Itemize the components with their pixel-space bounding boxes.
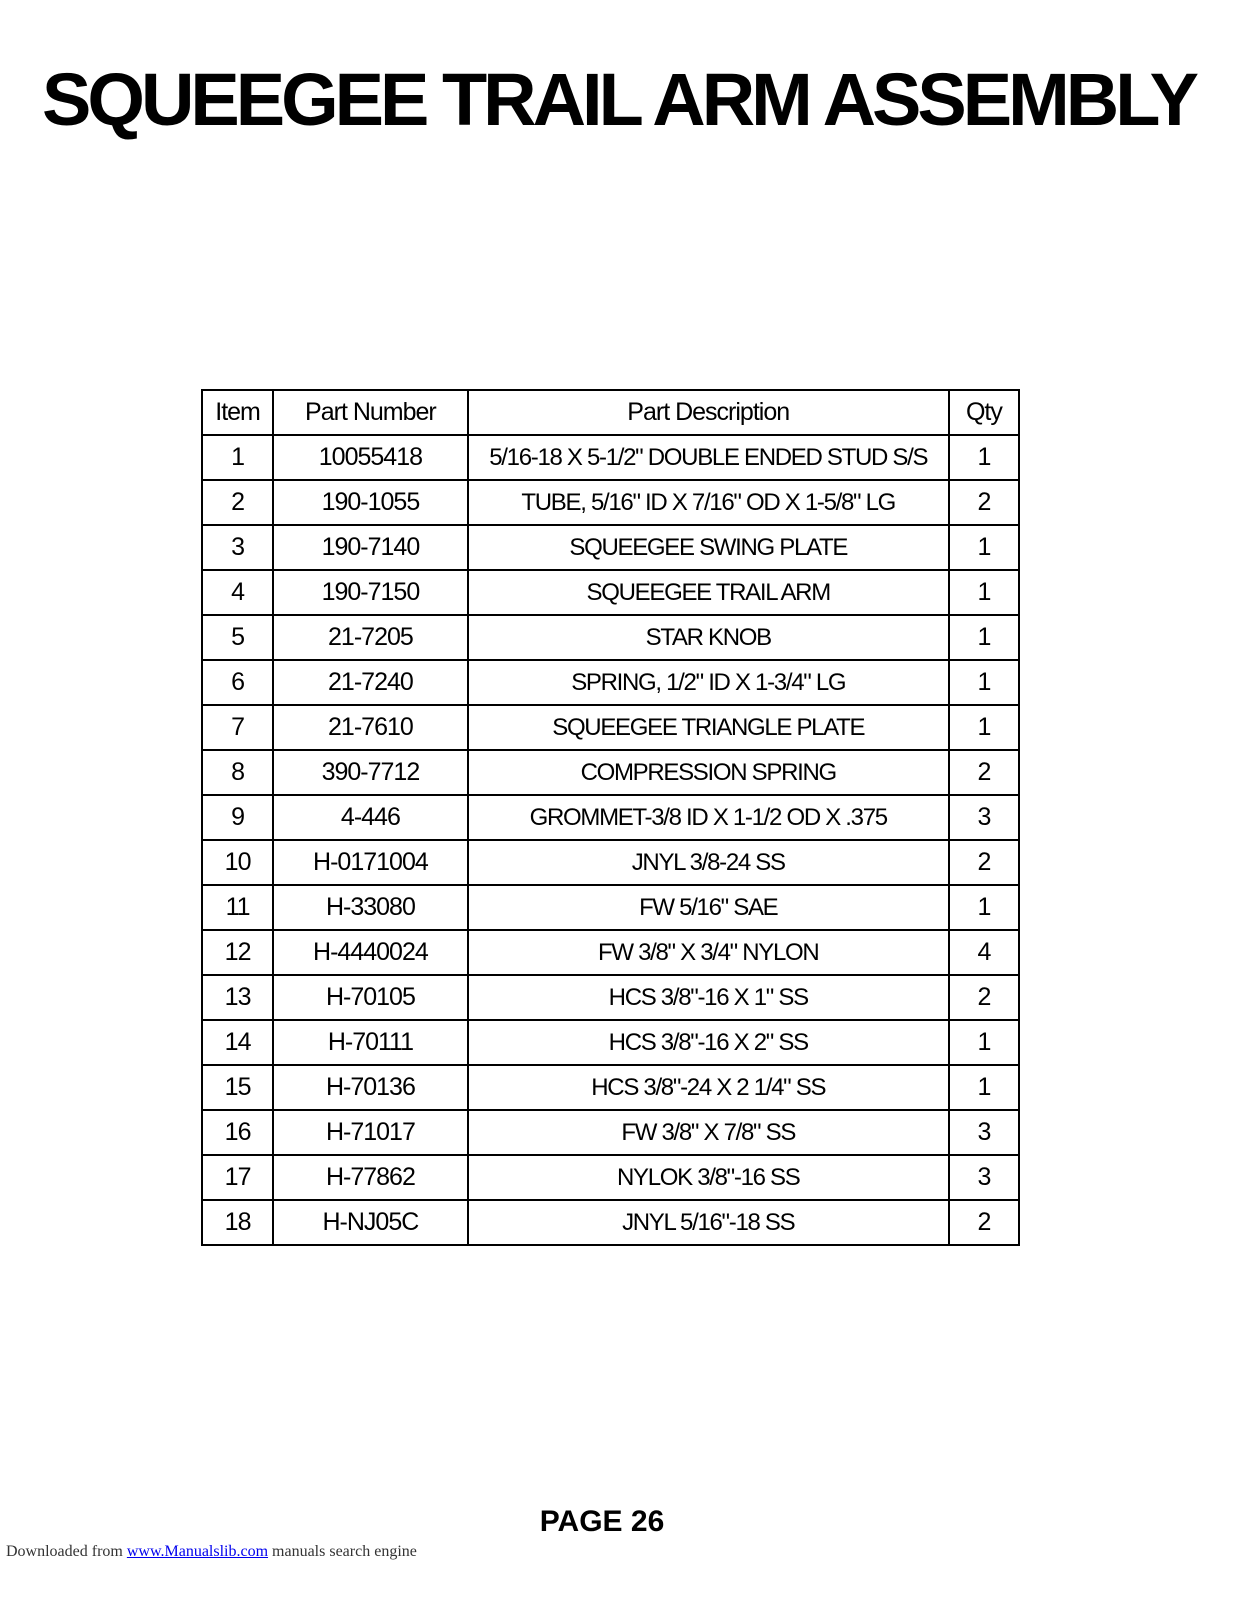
- table-row: [202, 1065, 1019, 1110]
- cell-qty: 2: [949, 480, 1019, 525]
- cell-part-number: 390-7712: [273, 750, 467, 795]
- cell-item: 10: [202, 840, 273, 885]
- header-qty: Qty: [949, 390, 1019, 435]
- table-row: [202, 480, 1019, 525]
- cell-item: 14: [202, 1020, 273, 1065]
- table-row: [202, 840, 1019, 885]
- page-title: SQUEEGEE TRAIL ARM ASSEMBLY: [42, 58, 1195, 141]
- page-number: PAGE 26: [539, 1505, 665, 1538]
- cell-description: SPRING, 1/2" ID X 1-3/4" LG: [468, 660, 949, 705]
- cell-qty: 1: [949, 525, 1019, 570]
- cell-description: GROMMET-3/8 ID X 1-1/2 OD X .375: [468, 795, 949, 840]
- cell-qty: 2: [949, 975, 1019, 1020]
- cell-description: JNYL 3/8-24 SS: [468, 840, 949, 885]
- cell-item: 4: [202, 570, 273, 615]
- cell-part-number: H-71017: [273, 1110, 467, 1155]
- cell-part-number: H-0171004: [273, 840, 467, 885]
- cell-item: 12: [202, 930, 273, 975]
- cell-description: FW 5/16" SAE: [468, 885, 949, 930]
- download-footer: [6, 1542, 417, 1562]
- cell-item: 6: [202, 660, 273, 705]
- table-row: [202, 570, 1019, 615]
- cell-qty: 1: [949, 885, 1019, 930]
- cell-description: COMPRESSION SPRING: [468, 750, 949, 795]
- cell-description: 5/16-18 X 5-1/2" DOUBLE ENDED STUD S/S: [468, 435, 949, 480]
- cell-part-number: H-77862: [273, 1155, 467, 1200]
- cell-description: NYLOK 3/8"-16 SS: [468, 1155, 949, 1200]
- cell-part-number: 21-7205: [273, 615, 467, 660]
- cell-part-number: 190-1055: [273, 480, 467, 525]
- cell-qty: 1: [949, 435, 1019, 480]
- cell-qty: 2: [949, 750, 1019, 795]
- table-row: [202, 750, 1019, 795]
- cell-item: 13: [202, 975, 273, 1020]
- cell-description: SQUEEGEE TRIANGLE PLATE: [468, 705, 949, 750]
- cell-item: 17: [202, 1155, 273, 1200]
- header-part-description: Part Description: [468, 390, 949, 435]
- cell-description: HCS 3/8"-16 X 1" SS: [468, 975, 949, 1020]
- parts-table: [201, 389, 1020, 1246]
- cell-part-number: 21-7610: [273, 705, 467, 750]
- cell-qty: 1: [949, 705, 1019, 750]
- table-row: [202, 660, 1019, 705]
- cell-description: HCS 3/8"-24 X 2 1/4" SS: [468, 1065, 949, 1110]
- cell-qty: 3: [949, 1155, 1019, 1200]
- parts-table-body: [202, 435, 1019, 1245]
- cell-item: 8: [202, 750, 273, 795]
- cell-qty: 1: [949, 570, 1019, 615]
- table-row: [202, 1020, 1019, 1065]
- table-row: [202, 1110, 1019, 1155]
- cell-item: 1: [202, 435, 273, 480]
- cell-qty: 1: [949, 1065, 1019, 1110]
- cell-description: FW 3/8" X 3/4" NYLON: [468, 930, 949, 975]
- table-row: [202, 705, 1019, 750]
- table-header-row: [202, 390, 1019, 435]
- cell-part-number: H-70105: [273, 975, 467, 1020]
- cell-part-number: 4-446: [273, 795, 467, 840]
- cell-item: 15: [202, 1065, 273, 1110]
- table-row: [202, 795, 1019, 840]
- cell-qty: 1: [949, 1020, 1019, 1065]
- cell-part-number: H-33080: [273, 885, 467, 930]
- cell-qty: 2: [949, 840, 1019, 885]
- cell-item: 9: [202, 795, 273, 840]
- cell-item: 11: [202, 885, 273, 930]
- cell-description: SQUEEGEE SWING PLATE: [468, 525, 949, 570]
- cell-item: 16: [202, 1110, 273, 1155]
- cell-part-number: 10055418: [273, 435, 467, 480]
- cell-part-number: 190-7140: [273, 525, 467, 570]
- cell-part-number: H-4440024: [273, 930, 467, 975]
- footer-suffix: manuals search engine: [268, 1543, 417, 1560]
- cell-description: HCS 3/8"-16 X 2" SS: [468, 1020, 949, 1065]
- cell-item: 7: [202, 705, 273, 750]
- cell-item: 18: [202, 1200, 273, 1245]
- cell-description: STAR KNOB: [468, 615, 949, 660]
- cell-description: SQUEEGEE TRAIL ARM: [468, 570, 949, 615]
- table-row: [202, 975, 1019, 1020]
- table-row: [202, 930, 1019, 975]
- table-row: [202, 525, 1019, 570]
- table-row: [202, 1155, 1019, 1200]
- footer-prefix: Downloaded from: [6, 1543, 127, 1560]
- cell-qty: 1: [949, 660, 1019, 705]
- cell-qty: 4: [949, 930, 1019, 975]
- cell-item: 2: [202, 480, 273, 525]
- cell-part-number: H-70111: [273, 1020, 467, 1065]
- cell-qty: 3: [949, 795, 1019, 840]
- cell-description: FW 3/8" X 7/8" SS: [468, 1110, 949, 1155]
- manualslib-link[interactable]: www.Manualslib.com: [126, 1543, 269, 1560]
- cell-description: TUBE, 5/16" ID X 7/16" OD X 1-5/8" LG: [468, 480, 949, 525]
- cell-part-number: H-NJ05C: [273, 1200, 467, 1245]
- cell-part-number: 190-7150: [273, 570, 467, 615]
- cell-item: 3: [202, 525, 273, 570]
- cell-part-number: 21-7240: [273, 660, 467, 705]
- table-row: [202, 885, 1019, 930]
- table-row: [202, 435, 1019, 480]
- header-part-number: Part Number: [273, 390, 467, 435]
- table-row: [202, 1200, 1019, 1245]
- cell-qty: 3: [949, 1110, 1019, 1155]
- cell-item: 5: [202, 615, 273, 660]
- cell-qty: 1: [949, 615, 1019, 660]
- cell-part-number: H-70136: [273, 1065, 467, 1110]
- header-item: Item: [202, 390, 273, 435]
- cell-qty: 2: [949, 1200, 1019, 1245]
- table-row: [202, 615, 1019, 660]
- cell-description: JNYL 5/16"-18 SS: [468, 1200, 949, 1245]
